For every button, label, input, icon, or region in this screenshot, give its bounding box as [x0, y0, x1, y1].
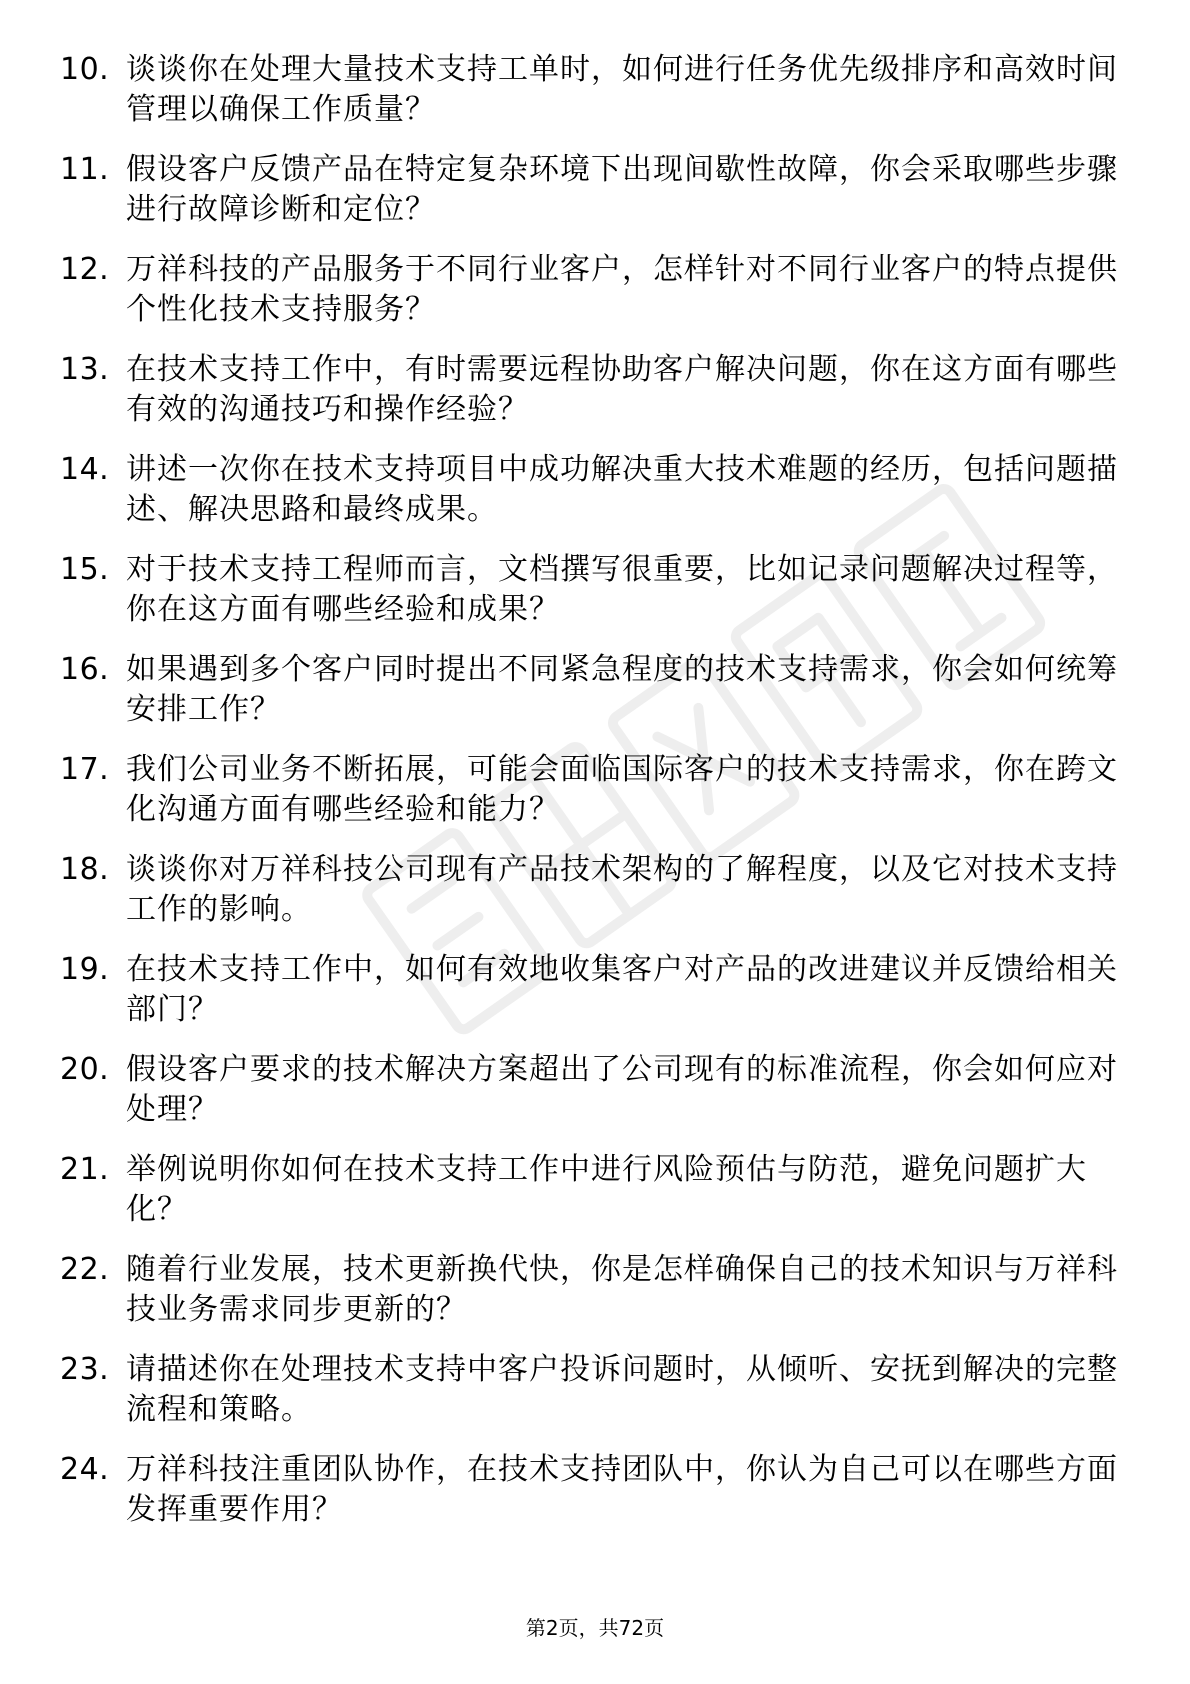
question-number: 10.	[60, 52, 110, 87]
list-item	[60, 950, 1120, 1050]
list-item	[60, 850, 1120, 950]
question-text: 万祥科技注重团队协作，在技术支持团队中，你认为自己可以在哪些方面发挥重要作用？	[126, 1452, 1118, 1527]
question-text: 谈谈你对万祥科技公司现有产品技术架构的了解程度，以及它对技术支持工作的影响。	[126, 852, 1118, 927]
list-item	[60, 50, 1120, 150]
question-text: 在技术支持工作中，如何有效地收集客户对产品的改进建议并反馈给相关部门？	[126, 952, 1118, 1027]
list-item	[60, 1350, 1120, 1450]
question-text: 对于技术支持工程师而言，文档撰写很重要，比如记录问题解决过程等，你在这方面有哪些经验和成果？	[126, 552, 1118, 627]
question-number: 23.	[60, 1352, 110, 1387]
question-number: 24.	[60, 1452, 110, 1487]
question-text: 请描述你在处理技术支持中客户投诉问题时，从倾听、安抚到解决的完整流程和策略。	[126, 1352, 1118, 1427]
question-number: 13.	[60, 352, 110, 387]
question-text: 万祥科技的产品服务于不同行业客户，怎样针对不同行业客户的特点提供个性化技术支持服务？	[126, 252, 1118, 327]
question-text: 随着行业发展，技术更新换代快，你是怎样确保自己的技术知识与万祥科技业务需求同步更新的？	[126, 1252, 1118, 1327]
question-text: 我们公司业务不断拓展，可能会面临国际客户的技术支持需求，你在跨文化沟通方面有哪些经验和能力？	[126, 752, 1118, 827]
list-item	[60, 550, 1120, 650]
question-number: 17.	[60, 752, 110, 787]
question-text: 谈谈你在处理大量技术支持工单时，如何进行任务优先级排序和高效时间管理以确保工作质量？	[126, 52, 1118, 127]
question-number: 20.	[60, 1052, 110, 1087]
list-item	[60, 1050, 1120, 1150]
question-number: 18.	[60, 852, 110, 887]
question-number: 12.	[60, 252, 110, 287]
question-number: 15.	[60, 552, 110, 587]
question-text: 举例说明你如何在技术支持工作中进行风险预估与防范，避免问题扩大化？	[126, 1152, 1087, 1227]
question-number: 11.	[60, 152, 110, 187]
list-item	[60, 1450, 1120, 1550]
list-item	[60, 750, 1120, 850]
question-text: 假设客户反馈产品在特定复杂环境下出现间歇性故障，你会采取哪些步骤进行故障诊断和定位？	[126, 152, 1118, 227]
list-item	[60, 350, 1120, 450]
question-number: 19.	[60, 952, 110, 987]
list-item	[60, 1150, 1120, 1250]
question-text: 如果遇到多个客户同时提出不同紧急程度的技术支持需求，你会如何统筹安排工作？	[126, 652, 1118, 727]
question-text: 在技术支持工作中，有时需要远程协助客户解决问题，你在这方面有哪些有效的沟通技巧和操作经验？	[126, 352, 1118, 427]
page-indicator: 第2页，共72页	[525, 1616, 665, 1640]
question-number: 14.	[60, 452, 110, 487]
list-item	[60, 150, 1120, 250]
question-number: 16.	[60, 652, 110, 687]
question-text: 讲述一次你在技术支持项目中成功解决重大技术难题的经历，包括问题描述、解决思路和最终成果。	[126, 452, 1118, 527]
question-number: 21.	[60, 1152, 110, 1187]
list-item	[60, 450, 1120, 550]
question-number: 22.	[60, 1252, 110, 1287]
question-list	[60, 50, 1120, 1550]
list-item	[60, 650, 1120, 750]
question-text: 假设客户要求的技术解决方案超出了公司现有的标准流程，你会如何应对处理？	[126, 1052, 1118, 1127]
list-item	[60, 1250, 1120, 1350]
list-item	[60, 250, 1120, 350]
